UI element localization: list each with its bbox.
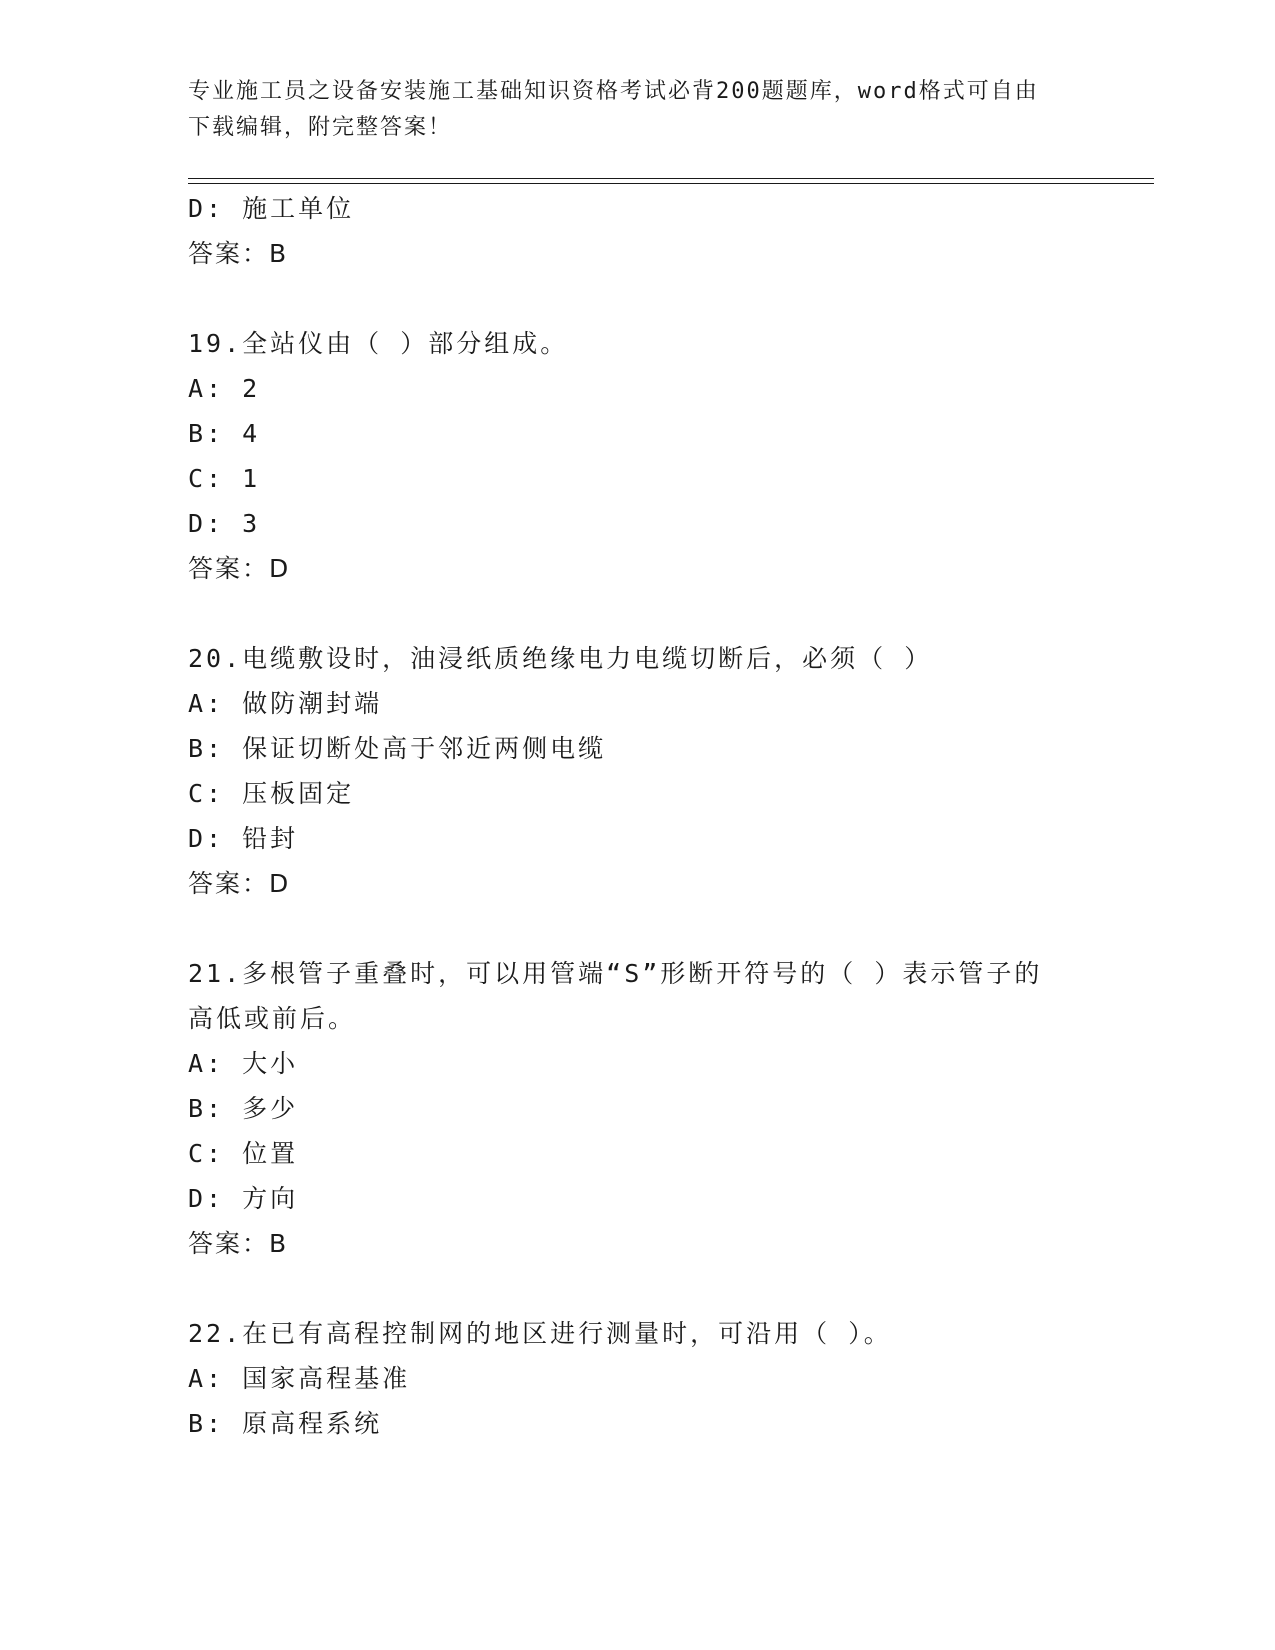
option-c-q21: C: 位置 <box>188 1139 299 1168</box>
option-a-q19: A: 2 <box>188 374 261 403</box>
option-d-q20: D: 铅封 <box>188 824 299 853</box>
option-b-q19: B: 4 <box>188 419 261 448</box>
question-19: 19.全站仪由（ ）部分组成。 <box>188 329 569 358</box>
document-header <box>188 74 1088 146</box>
question-22: 22.在已有高程控制网的地区进行测量时，可沿用（ ）。 <box>188 1319 892 1348</box>
option-d-q21: D: 方向 <box>188 1184 299 1213</box>
option-c-q19: C: 1 <box>188 464 261 493</box>
option-b-q22: B: 原高程系统 <box>188 1409 383 1438</box>
header-line-1: 专业施工员之设备安装施工基础知识资格考试必背200题题库，word格式可自由 <box>188 79 1039 104</box>
answer-q20: 答案：D <box>188 869 291 898</box>
answer-q19: 答案：D <box>188 554 291 583</box>
answer-q18: 答案：B <box>188 239 289 268</box>
option-a-q20: A: 做防潮封端 <box>188 689 383 718</box>
header-divider-bottom <box>188 183 1154 184</box>
header-line-2: 下载编辑，附完整答案！ <box>188 115 453 140</box>
question-21: 21.多根管子重叠时，可以用管端“S”形断开符号的（ ）表示管子的 <box>188 959 1043 988</box>
header-divider-top <box>188 178 1154 179</box>
option-b-q20: B: 保证切断处高于邻近两侧电缆 <box>188 734 607 763</box>
option-c-q20: C: 压板固定 <box>188 779 355 808</box>
option-d-q19: D: 3 <box>188 509 261 538</box>
option-d-q18: D: 施工单位 <box>188 194 355 223</box>
question-21-continued: 高低或前后。 <box>188 1004 357 1033</box>
option-a-q22: A: 国家高程基准 <box>188 1364 411 1393</box>
option-b-q21: B: 多少 <box>188 1094 299 1123</box>
answer-q21: 答案：B <box>188 1229 289 1258</box>
question-20: 20.电缆敷设时，油浸纸质绝缘电力电缆切断后，必须（ ） <box>188 644 933 673</box>
option-a-q21: A: 大小 <box>188 1049 299 1078</box>
